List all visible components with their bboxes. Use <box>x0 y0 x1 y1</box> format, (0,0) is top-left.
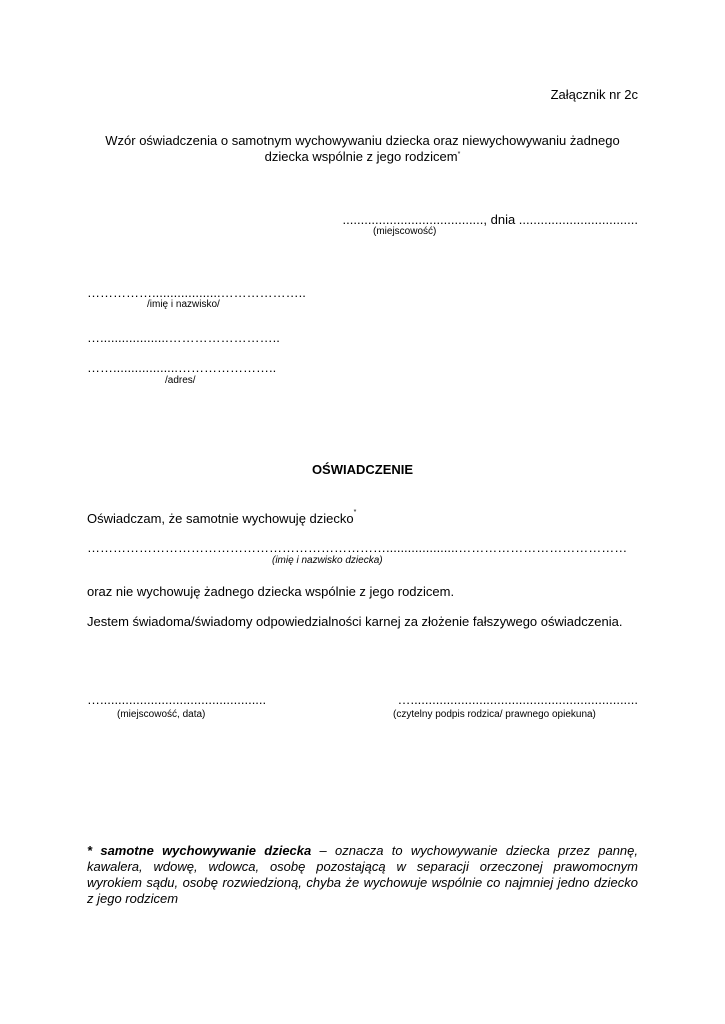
title-footnote-mark: * <box>457 151 461 158</box>
child-name-caption-text: (imię i nazwisko dziecka) <box>272 555 383 566</box>
child-name-field: ……………………………………………………………....................………………………………… <box>87 540 628 555</box>
footnote-term: * samotne wychowywanie dziecka <box>87 843 312 858</box>
footnote-definition: – oznacza to wychowywanie dziecka przez pannę, kawalera, wdowę, wdowca, osobę pozostającą w separacji orzeczonej prawomocnym wyrokiem sądu, osobę rozwiedzioną, chyba że wychowuje wspólnie co najmniej jedno dziecko z jego rodzicem <box>87 843 639 906</box>
footnote <box>87 843 638 907</box>
declaration-heading: OŚWIADCZENIE <box>311 462 414 477</box>
title-line-1: Wzór oświadczenia o samotnym wychowywaniu dziecka oraz niewychowywaniu żadnego <box>105 133 620 148</box>
applicant-name-caption: /imię i nazwisko/ <box>147 299 220 310</box>
declaration-footnote-mark: * <box>353 509 357 516</box>
parent-signature-field: …............................................................... <box>397 692 638 707</box>
attachment-label: Załącznik nr 2c <box>550 87 638 102</box>
declaration-line-1 <box>87 511 356 526</box>
place-date-signature-field: ….............................................. <box>87 692 267 707</box>
declaration-line-1-text: Oświadczam, że samotnie wychowuję dziecko <box>87 511 354 526</box>
applicant-address-field-1: …...................…………………….. <box>87 330 280 345</box>
declaration-line-3: Jestem świadoma/świadomy odpowiedzialności karnej za złożenie fałszywego oświadczenia. <box>87 614 623 629</box>
applicant-address-caption: /adres/ <box>165 375 196 386</box>
place-date-signature-caption: (miejscowość, data) <box>117 709 206 720</box>
title-line-2: dziecka wspólnie z jego rodzicem <box>264 149 458 164</box>
place-caption: (miejscowość) <box>373 226 437 237</box>
applicant-address-field-2: ……..................………………….. <box>87 360 277 375</box>
declaration-line-2: oraz nie wychowuję żadnego dziecka wspólnie z jego rodzicem. <box>87 584 455 599</box>
child-name-caption <box>272 555 383 566</box>
place-date-line: ......................................., dnia ................................. <box>342 212 638 227</box>
document-title <box>0 133 725 165</box>
applicant-name-field: ……………...................……………….. <box>87 285 306 300</box>
parent-signature-caption: (czytelny podpis rodzica/ prawnego opiekuna) <box>393 709 596 720</box>
